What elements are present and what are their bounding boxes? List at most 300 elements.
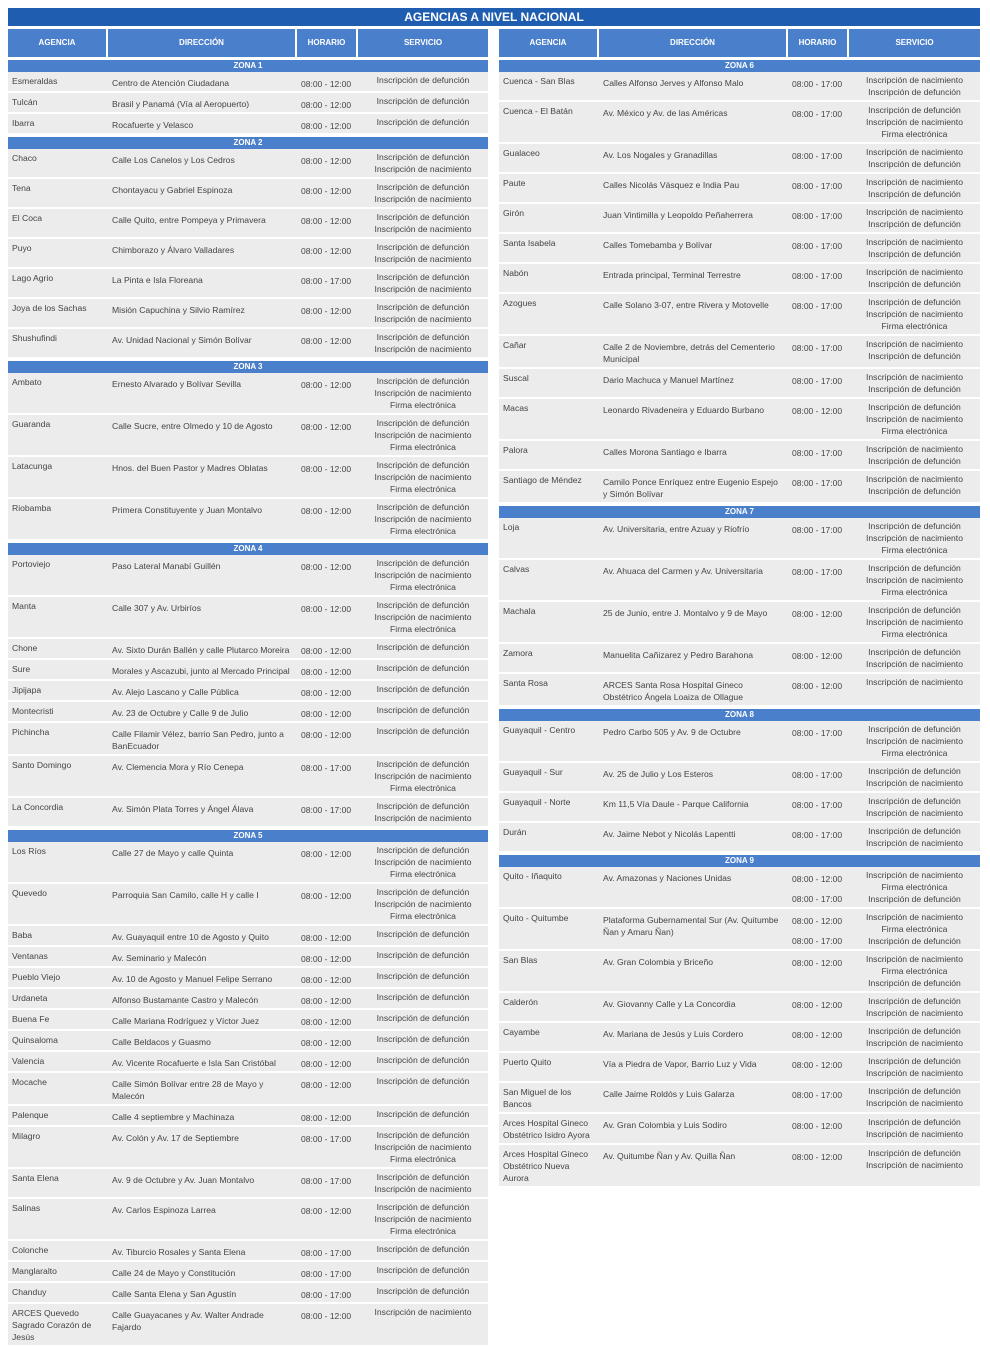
agency-hours (788, 1083, 849, 1112)
agency-hours (297, 1031, 358, 1050)
agency-name: Azogues (503, 298, 537, 308)
agency-services (358, 179, 488, 207)
table-row (8, 947, 488, 968)
service-item: Firma electrónica (881, 882, 948, 892)
agency-name: Puyo (12, 243, 32, 253)
table-row (499, 602, 980, 644)
service-item: Inscripción de defunción (868, 796, 961, 806)
agency-address: Av. 10 de Agosto y Manuel Felipe Serrano (112, 974, 273, 984)
agency-services (358, 1262, 488, 1281)
zone-header: ZONA 3 (8, 361, 488, 373)
agency-address: Calle Quito, entre Pompeya y Primavera (112, 215, 266, 225)
hours-line: 08:00 - 17:00 (792, 79, 843, 89)
service-item: Inscripción de nacimiento (866, 147, 963, 157)
service-item: Inscripción de defunción (868, 605, 961, 615)
agency-name: Ambato (12, 377, 42, 387)
agency-address: Calles Tomebamba y Bolívar (603, 240, 713, 250)
agency-services (849, 102, 980, 142)
hours-line: 08:00 - 17:00 (792, 376, 843, 386)
service-item: Inscripción de nacimiento (866, 533, 963, 543)
agency-name: Santa Isabela (503, 238, 556, 248)
table-row (499, 951, 980, 993)
agency-address: Plataforma Gubernamental Sur (Av. Quitumbe Ñan y Amaru Ñan) (603, 915, 779, 937)
table-row (8, 681, 488, 702)
service-item: Inscripción de defunción (868, 647, 961, 657)
agency-name: Cayambe (503, 1027, 540, 1037)
service-item: Inscripción de defunción (376, 332, 470, 342)
service-item: Firma electrónica (390, 869, 456, 879)
agency-hours (297, 1010, 358, 1029)
service-item: Firma electrónica (390, 911, 456, 921)
agency-services (849, 867, 980, 907)
hours-line: 08:00 - 12:00 (301, 100, 352, 110)
agency-name: El Coca (12, 213, 43, 223)
agency-address: Av. Jaime Nebot y Nicolás Lapentti (603, 829, 736, 839)
table-row (499, 993, 980, 1023)
agency-services (358, 93, 488, 112)
agency-hours (788, 1023, 849, 1051)
service-item: Inscripción de defunción (868, 1148, 961, 1158)
agency-address: Vía a Piedra de Vapor, Barrio Luz y Vida (603, 1059, 757, 1069)
agency-services (849, 721, 980, 761)
hours-line: 08:00 - 12:00 (792, 874, 843, 884)
table-row (8, 179, 488, 209)
agency-services (358, 681, 488, 700)
service-item: Inscripción de nacimiento (374, 1184, 472, 1194)
table-row (8, 93, 488, 114)
agency-name: Santo Domingo (12, 760, 72, 770)
agency-hours (297, 555, 358, 595)
agency-hours (297, 149, 358, 177)
agency-address: Primera Constituyente y Juan Montalvo (112, 505, 262, 515)
agency-services (849, 72, 980, 100)
agency-address: Km 11,5 Vía Daule - Parque California (603, 799, 749, 809)
agency-services (849, 644, 980, 672)
left-column (8, 29, 488, 1347)
hours-line: 08:00 - 17:00 (301, 1248, 352, 1258)
service-item: Inscripción de nacimiento (374, 224, 472, 234)
agency-address: Av. México y Av. de las Américas (603, 108, 728, 118)
table-row (499, 793, 980, 823)
table-row (8, 723, 488, 756)
agency-address: Camilo Ponce Enríquez entre Eugenio Espejo y Simón Bolívar (603, 477, 778, 499)
agency-services (849, 1083, 980, 1112)
hours-line: 08:00 - 17:00 (792, 109, 843, 119)
hours-line: 08:00 - 17:00 (301, 1290, 352, 1300)
hours-line: 08:00 - 12:00 (792, 1121, 843, 1131)
service-item: Inscripción de nacimiento (866, 912, 963, 922)
table-row (499, 1145, 980, 1188)
agency-services (849, 1023, 980, 1051)
agency-address: Entrada principal, Terminal Terrestre (603, 270, 741, 280)
agency-hours (788, 793, 849, 821)
service-item: Inscripción de defunción (376, 950, 470, 960)
agency-address: Chontayacu y Gabriel Espinoza (112, 185, 233, 195)
agency-services (358, 1052, 488, 1071)
service-item: Inscripción de defunción (376, 1109, 470, 1119)
agency-address: Morales y Ascazubi, junto al Mercado Principal (112, 666, 290, 676)
service-item: Firma electrónica (390, 442, 456, 452)
hours-line: 08:00 - 12:00 (792, 1000, 843, 1010)
service-item: Inscripción de defunción (376, 1286, 470, 1296)
agency-address: Calle 4 septiembre y Machinaza (112, 1112, 235, 1122)
hours-line: 08:00 - 12:00 (301, 1038, 352, 1048)
table-row (8, 149, 488, 179)
table-row (8, 114, 488, 135)
table-row (499, 234, 980, 264)
agency-hours (297, 639, 358, 658)
hours-line: 08:00 - 17:00 (301, 276, 352, 286)
table-row (499, 369, 980, 399)
agency-name: Guaranda (12, 419, 51, 429)
agency-name: Baba (12, 930, 33, 940)
service-item: Inscripción de nacimiento (374, 771, 472, 781)
service-item: Inscripción de defunción (868, 936, 961, 946)
service-item: Inscripción de defunción (376, 460, 470, 470)
agency-name: Calderón (503, 997, 538, 1007)
service-item: Inscripción de defunción (868, 766, 961, 776)
table-row (499, 1083, 980, 1114)
service-item: Firma electrónica (881, 321, 948, 331)
table-row (8, 1052, 488, 1073)
agency-hours (788, 1145, 849, 1186)
hours-line: 08:00 - 12:00 (301, 954, 352, 964)
table-row (8, 756, 488, 798)
service-item: Inscripción de defunción (868, 219, 961, 229)
agency-address: Leonardo Rivadeneira y Eduardo Burbano (603, 405, 765, 415)
agency-services (849, 602, 980, 642)
agency-name: Cuenca - El Batán (503, 106, 573, 116)
agency-address: Manuelita Cañizarez y Pedro Barahona (603, 650, 754, 660)
table-row (8, 1106, 488, 1127)
hours-line: 08:00 - 17:00 (792, 448, 843, 458)
agency-services (358, 299, 488, 327)
agency-hours (297, 1304, 358, 1345)
agency-services (358, 1073, 488, 1104)
service-item: Inscripción de defunción (376, 726, 470, 736)
service-item: Inscripción de nacimiento (866, 372, 963, 382)
table-row (499, 72, 980, 102)
hours-line: 08:00 - 12:00 (792, 406, 843, 416)
agency-address: Av. Tiburcio Rosales y Santa Elena (112, 1247, 246, 1257)
table-row (499, 471, 980, 504)
table-row (8, 239, 488, 269)
service-item: Inscripción de nacimiento (866, 309, 963, 319)
agency-services (358, 1241, 488, 1260)
service-item: Inscripción de defunción (376, 376, 470, 386)
table-row (499, 264, 980, 294)
zone-header: ZONA 8 (499, 709, 980, 721)
service-item: Firma electrónica (881, 629, 948, 639)
header-horario: HORARIO (788, 29, 849, 57)
service-item: Inscripción de nacimiento (866, 1038, 963, 1048)
agency-hours (297, 329, 358, 357)
service-item: Inscripción de nacimiento (866, 339, 963, 349)
agency-hours (788, 993, 849, 1021)
service-item: Inscripción de defunción (376, 96, 470, 106)
hours-line: 08:00 - 12:00 (301, 667, 352, 677)
agency-name: Durán (503, 827, 527, 837)
agency-services (358, 1031, 488, 1050)
agency-hours (788, 721, 849, 761)
hours-line: 08:00 - 17:00 (301, 805, 352, 815)
agency-address: Av. Alejo Lascano y Calle Pública (112, 687, 239, 697)
table-row (499, 518, 980, 560)
agency-name: Quinsaloma (12, 1035, 58, 1045)
agency-address: Av. 25 de Julio y Los Esteros (603, 769, 714, 779)
agency-name: Calvas (503, 564, 530, 574)
agency-address: 25 de Junio, entre J. Montalvo y 9 de Mayo (603, 608, 768, 618)
hours-line: 08:00 - 12:00 (301, 646, 352, 656)
hours-line: 08:00 - 12:00 (792, 916, 843, 926)
service-item: Inscripción de defunción (376, 1172, 470, 1182)
hours-line: 08:00 - 12:00 (301, 562, 352, 572)
service-item: Inscripción de defunción (376, 705, 470, 715)
agency-services (849, 471, 980, 502)
agency-address: Av. Unidad Nacional y Simón Bolívar (112, 335, 252, 345)
table-row (499, 644, 980, 674)
service-item: Inscripción de defunción (376, 182, 470, 192)
agency-hours (297, 723, 358, 754)
table-row (8, 299, 488, 329)
agency-services (358, 1010, 488, 1029)
service-item: Inscripción de nacimiento (866, 575, 963, 585)
hours-line: 08:00 - 12:00 (792, 609, 843, 619)
agency-services (358, 499, 488, 539)
agency-hours (297, 947, 358, 966)
service-item: Inscripción de defunción (376, 75, 470, 85)
service-item: Inscripción de nacimiento (866, 414, 963, 424)
hours-line: 08:00 - 12:00 (301, 380, 352, 390)
service-item: Inscripción de nacimiento (374, 254, 472, 264)
agency-name: Guayaquil - Sur (503, 767, 563, 777)
agency-hours (297, 756, 358, 796)
table-row (499, 441, 980, 471)
hours-line: 08:00 - 12:00 (301, 688, 352, 698)
service-item: Firma electrónica (881, 587, 948, 597)
agency-address: Av. Clemencia Mora y Río Cenepa (112, 762, 244, 772)
agency-name: Cuenca - San Blas (503, 76, 575, 86)
agency-hours (788, 234, 849, 262)
agency-hours (788, 399, 849, 439)
hours-line: 08:00 - 12:00 (792, 651, 843, 661)
agency-services (358, 457, 488, 497)
service-item: Firma electrónica (390, 1154, 456, 1164)
table-header (499, 29, 980, 57)
service-item: Inscripción de defunción (868, 1026, 961, 1036)
agency-name: Jipijapa (12, 685, 42, 695)
table-row (499, 823, 980, 853)
service-item: Firma electrónica (390, 582, 456, 592)
agency-hours (297, 798, 358, 826)
service-item: Firma electrónica (881, 426, 948, 436)
table-row (8, 798, 488, 828)
table-row (499, 174, 980, 204)
service-item: Inscripción de defunción (376, 845, 470, 855)
page-title: AGENCIAS A NIVEL NACIONAL (8, 8, 980, 26)
agency-hours (297, 1169, 358, 1197)
agency-services (849, 763, 980, 791)
hours-line: 08:00 - 12:00 (301, 975, 352, 985)
agency-services (849, 909, 980, 949)
service-item: Inscripción de defunción (868, 1086, 961, 1096)
hours-line: 08:00 - 12:00 (301, 1113, 352, 1123)
agency-services (849, 264, 980, 292)
agency-name: Sure (12, 664, 31, 674)
agency-services (849, 369, 980, 397)
service-item: Firma electrónica (390, 484, 456, 494)
agency-address: Dario Machuca y Manuel Martínez (603, 375, 734, 385)
table-row (499, 336, 980, 369)
agency-services (358, 926, 488, 945)
table-row (8, 269, 488, 299)
agency-hours (297, 842, 358, 882)
agency-address: Calle Sucre, entre Olmedo y 10 de Agosto (112, 421, 273, 431)
service-item: Inscripción de defunción (376, 684, 470, 694)
header-agencia: AGENCIA (499, 29, 599, 57)
table-row (8, 1073, 488, 1106)
service-item: Inscripción de nacimiento (866, 177, 963, 187)
hours-line: 08:00 - 17:00 (301, 1176, 352, 1186)
service-item: Inscripción de defunción (868, 189, 961, 199)
zone-header: ZONA 6 (499, 60, 980, 72)
agency-name: Lago Agrio (12, 273, 54, 283)
agency-name: Chanduy (12, 1287, 47, 1297)
agency-hours (297, 179, 358, 207)
hours-line: 08:00 - 12:00 (301, 156, 352, 166)
service-item: Inscripción de nacimiento (866, 954, 963, 964)
agency-address: Hnos. del Buen Pastor y Madres Oblatas (112, 463, 268, 473)
agency-hours (297, 1241, 358, 1260)
agency-hours (788, 867, 849, 907)
service-item: Inscripción de defunción (376, 502, 470, 512)
service-item: Inscripción de nacimiento (866, 1129, 963, 1139)
table-row (8, 1127, 488, 1169)
agency-address: Av. Colón y Av. 17 de Septiembre (112, 1133, 239, 1143)
table-row (8, 499, 488, 541)
agency-hours (788, 294, 849, 334)
service-item: Inscripción de defunción (868, 297, 961, 307)
agency-name: Quevedo (12, 888, 47, 898)
table-row (8, 1304, 488, 1347)
agency-address: Av. Vicente Rocafuerte e Isla San Cristóbal (112, 1058, 276, 1068)
header-servicio: SERVICIO (849, 29, 980, 57)
service-item: Inscripción de nacimiento (866, 1098, 963, 1108)
agency-services (849, 234, 980, 262)
table-row (8, 209, 488, 239)
agency-address: Brasil y Panamá (Vía al Aeropuerto) (112, 99, 250, 109)
agency-address: Chimborazo y Álvaro Valladares (112, 245, 235, 255)
agency-name: Quito - Iñaquito (503, 871, 562, 881)
header-direccion: DIRECCIÓN (108, 29, 297, 57)
agency-hours (788, 602, 849, 642)
agency-services (358, 842, 488, 882)
agency-hours (788, 72, 849, 100)
hours-line: 08:00 - 17:00 (792, 830, 843, 840)
hours-line: 08:00 - 17:00 (792, 567, 843, 577)
table-row (499, 721, 980, 763)
hours-line: 08:00 - 12:00 (301, 996, 352, 1006)
hours-line: 08:00 - 12:00 (301, 1059, 352, 1069)
agency-address: Av. Sixto Durán Ballén y calle Plutarco Moreira (112, 645, 290, 655)
service-item: Firma electrónica (881, 966, 948, 976)
agency-services (849, 174, 980, 202)
service-item: Inscripción de defunción (376, 212, 470, 222)
zone-header: ZONA 5 (8, 830, 488, 842)
agency-name: Manglaralto (12, 1266, 57, 1276)
service-item: Inscripción de defunción (868, 159, 961, 169)
agency-name: Buena Fe (12, 1014, 50, 1024)
table-row (499, 1114, 980, 1145)
hours-line: 08:00 - 17:00 (792, 1090, 843, 1100)
service-item: Inscripción de nacimiento (866, 1068, 963, 1078)
agency-hours (297, 968, 358, 987)
service-item: Inscripción de nacimiento (866, 1160, 963, 1170)
service-item: Inscripción de nacimiento (866, 659, 963, 669)
agency-address: Av. Simón Plata Torres y Ángel Álava (112, 804, 254, 814)
agency-services (358, 269, 488, 297)
agency-name: Salinas (12, 1203, 41, 1213)
service-item: Inscripción de nacimiento (866, 117, 963, 127)
hours-line: 08:00 - 12:00 (301, 730, 352, 740)
agency-name: Urdaneta (12, 993, 48, 1003)
agency-address: Calles Nicolás Vásquez e India Pau (603, 180, 740, 190)
service-item: Inscripción de defunción (376, 1034, 470, 1044)
agency-hours (788, 518, 849, 558)
agency-services (849, 1114, 980, 1143)
agency-name: ARCES Quevedo Sagrado Corazón de Jesús (12, 1308, 92, 1342)
agency-hours (297, 415, 358, 455)
agency-services (849, 1145, 980, 1186)
service-item: Inscripción de defunción (376, 117, 470, 127)
agency-services (358, 373, 488, 413)
service-item: Inscripción de nacimiento (866, 677, 963, 687)
table-row (8, 1010, 488, 1031)
agency-address: Av. Seminario y Malecón (112, 953, 207, 963)
agency-name: Zamora (503, 648, 533, 658)
hours-line: 08:00 - 17:00 (792, 800, 843, 810)
agency-address: Calle Jaime Roldós y Luis Galarza (603, 1089, 735, 1099)
agency-name: Guayaquil - Centro (503, 725, 576, 735)
agency-name: Cañar (503, 340, 527, 350)
hours-line: 08:00 - 12:00 (301, 891, 352, 901)
agency-address: Av. Gran Colombia y Luis Sodiro (603, 1120, 727, 1130)
hours-line: 08:00 - 12:00 (792, 1030, 843, 1040)
right-table-body (499, 60, 980, 1188)
zone-header: ZONA 4 (8, 543, 488, 555)
service-item: Inscripción de nacimiento (866, 808, 963, 818)
agency-name: Valencia (12, 1056, 45, 1066)
table-row (499, 674, 980, 707)
agency-hours (788, 823, 849, 851)
agency-services (358, 756, 488, 796)
table-row (8, 72, 488, 93)
agency-hours (297, 926, 358, 945)
agency-hours (788, 763, 849, 791)
table-row (8, 968, 488, 989)
hours-line: 08:00 - 17:00 (301, 1134, 352, 1144)
table-row (8, 660, 488, 681)
agency-name: San Blas (503, 955, 538, 965)
agency-name: Mocache (12, 1077, 47, 1087)
agency-name: Tena (12, 183, 31, 193)
service-item: Inscripción de defunción (376, 1202, 470, 1212)
service-item: Inscripción de nacimiento (374, 314, 472, 324)
agency-services (358, 1199, 488, 1239)
hours-line: 08:00 - 12:00 (301, 709, 352, 719)
hours-line: 08:00 - 12:00 (792, 958, 843, 968)
agency-hours (297, 209, 358, 237)
